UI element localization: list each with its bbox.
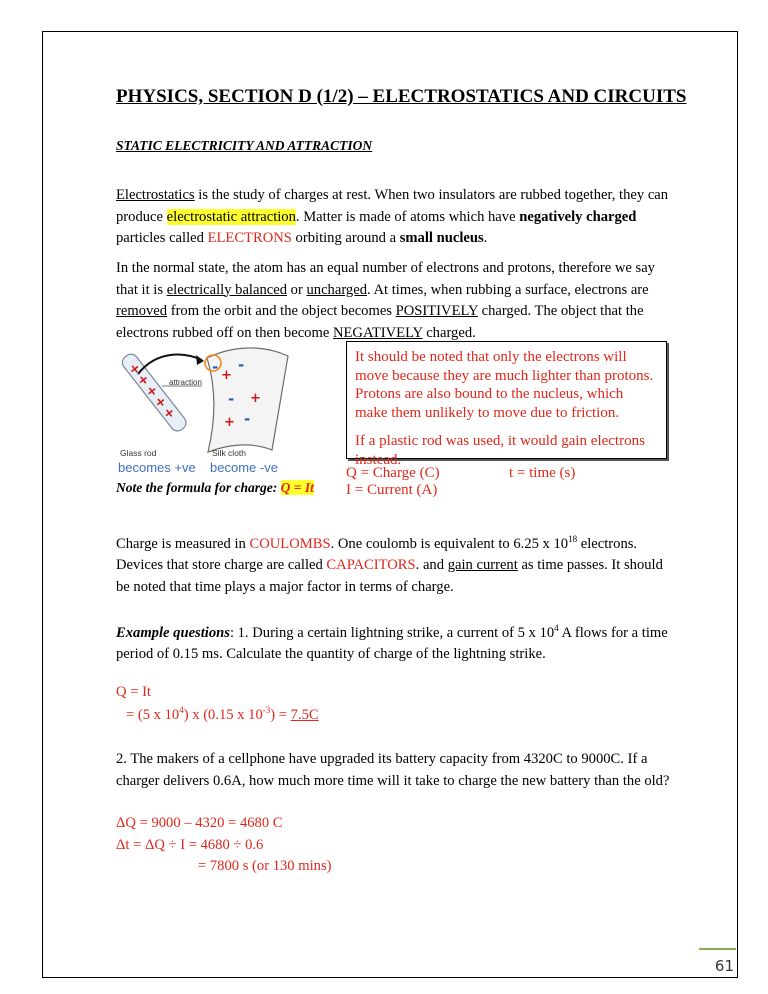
page-number: 61	[714, 957, 734, 975]
glass-rod-shape	[119, 351, 189, 434]
becomes-positive-label: becomes +ve	[118, 460, 196, 475]
note-electrons: It should be noted that only the electrons will move because they are much lighter than protons. Protons are also bound to the nucleus, which make them unlikely to move due to friction.	[355, 349, 654, 421]
solution-1-line-2: = (5 x $10^4$) x (0.15 x $10^{-3}) = 7.5C$	[126, 705, 319, 723]
example-question-1: Example questions: 1. During a certain lightning strike, a current of 5 x $10^4$ A flows for a time period of 0.15 ms. Calculate the quantity of charge of the lightning strike.	[116, 623, 668, 663]
svg-text:+: +	[159, 404, 178, 423]
charge-formula: Q = It	[280, 480, 314, 495]
term-electrons: ELECTRONS	[207, 230, 292, 246]
note-box	[346, 341, 667, 468]
paragraph-electrostatics: Electrostatics is the study of charges at rest. When two insulators are rubbed together, they can produce electrostatic attraction. Matter is made of atoms which have negatively charged particles called ELECTRONS orbiting around a small nucleus.	[116, 187, 669, 246]
highlight-electrostatic-attraction: electrostatic attraction	[166, 208, 296, 225]
svg-text:-: -	[228, 390, 235, 408]
solution-2-line-2: Δt = ΔQ ÷ I = 4680 ÷ 0.6	[116, 837, 264, 853]
paragraph-atom-state: In the normal state, the atom has an equal number of electrons and protons, therefore we say that it is electrically balanced or uncharged. At times, when rubbing a surface, electrons are removed from the orbit and the object becomes POSITIVELY charged. The object that the electrons rubbed off on then become NEGATIVELY charged.	[116, 260, 655, 341]
glass-rod-label: Glass rod	[120, 448, 157, 458]
silk-cloth-shape	[207, 348, 288, 452]
page-title: PHYSICS, SECTION D (1/2) – ELECTROSTATICS AND CIRCUITS	[116, 86, 687, 107]
page-frame	[42, 31, 738, 978]
svg-text:+: +	[150, 393, 170, 412]
electrostatics-figure	[112, 338, 342, 478]
example-question-2: 2. The makers of a cellphone have upgraded its battery capacity from 4320C to 9000C. If a charger delivers 0.6A, how much more time will it take to charge the new battery than the old?	[116, 751, 670, 789]
svg-text:-: -	[238, 356, 245, 374]
svg-text:+: +	[224, 415, 235, 430]
answer-1: 7.5C	[290, 706, 319, 723]
solution-2-line-1: ΔQ = 9000 – 4320 = 4680 C	[116, 815, 283, 831]
silk-cloth-label: Silk cloth	[212, 448, 247, 458]
svg-text:+: +	[133, 371, 153, 390]
note-plastic-rod: If a plastic rod was used, it would gain electrons instead.	[355, 433, 645, 468]
section-subtitle: STATIC ELECTRICITY AND ATTRACTION	[116, 138, 373, 153]
formula-line: Note the formula for charge: Q = It	[116, 480, 314, 495]
svg-text:-: -	[244, 410, 251, 428]
solution-2-line-3: = 7800 s (or 130 mins)	[198, 858, 332, 874]
page-number-rule	[699, 948, 736, 950]
formula-legend-t: t = time (s)	[509, 465, 576, 481]
svg-text:+: +	[124, 360, 144, 379]
svg-text:+: +	[221, 368, 232, 383]
svg-text:+: +	[250, 391, 261, 406]
svg-text:-: -	[212, 358, 219, 376]
solution-1-line-1: Q = It	[116, 684, 151, 700]
term-electrostatics: Electrostatics	[116, 187, 195, 203]
formula-legend-i: I = Current (A)	[346, 482, 438, 498]
paragraph-coulombs: Charge is measured in COULOMBS. One coulomb is equivalent to 6.25 x $10^{18}$ electrons. Devices that store charge are called CAPACITORS. and gain current as time passes. It should be noted that time plays a major factor in terms of charge.	[116, 534, 663, 595]
attraction-label: attraction	[169, 378, 202, 387]
formula-legend-q: Q = Charge (C)	[346, 465, 440, 481]
svg-text:+: +	[142, 382, 161, 401]
become-negative-label: become -ve	[210, 460, 278, 475]
